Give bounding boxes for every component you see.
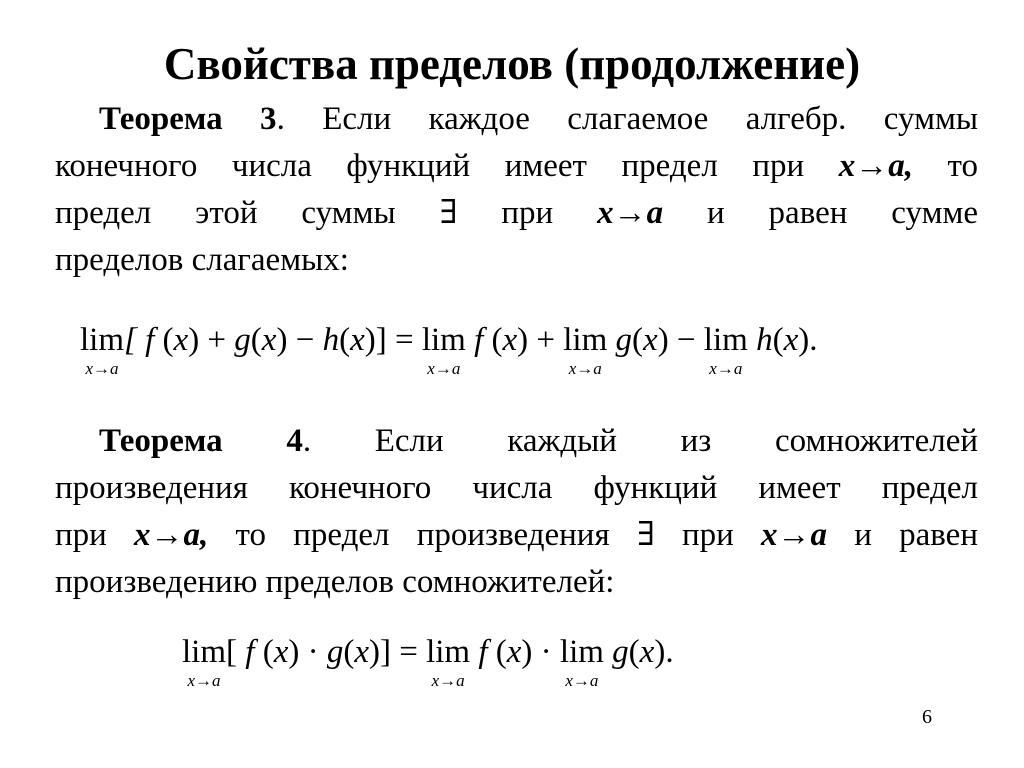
lim-operator: lim x→a xyxy=(559,634,604,690)
theorem-3-line-2: конечного числа функций имеет предел при x→a, то xyxy=(55,148,978,184)
formula-product-limits: lim x→a [ f (x) · g(x)] = lim x→a f (x) · lim x→a g(x). xyxy=(182,634,674,690)
lim-operator: lim x→a xyxy=(182,634,227,690)
theorem-3-line-1: Теорема 3. Если каждое слагаемое алгебр. суммы xyxy=(99,101,979,137)
x-to-a: x→a, xyxy=(838,148,913,184)
lim-operator: lim x→a xyxy=(426,634,471,690)
theorem-3-label: Теорема 3 xyxy=(99,101,277,137)
theorem-4-label: Теорема 4 xyxy=(99,423,303,459)
lim-operator: lim x→a xyxy=(421,322,466,378)
lim-operator: lim x→a xyxy=(80,322,125,378)
theorem-4-line-1: Теорема 4. Если каждый из сомножителей xyxy=(99,423,979,459)
lim-operator: lim x→a xyxy=(703,322,748,378)
theorem-4-line-2: произведения конечного числа функций имеет предел xyxy=(55,470,978,506)
x-to-a: x→a xyxy=(761,517,828,553)
x-to-a: x→a xyxy=(597,195,664,231)
formula-sum-limits: lim x→a [ f (x) + g(x) − h(x)] = lim x→a f (x) + lim x→a g(x) − lim x→a h(x). xyxy=(80,322,818,378)
theorem-4-paragraph xyxy=(55,418,978,606)
theorem-3-paragraph xyxy=(55,96,978,284)
page-number: 6 xyxy=(922,706,932,728)
x-to-a: x→a, xyxy=(134,517,209,553)
theorem-3-line-3: предел этой суммы ∃ при x→a и равен сумме xyxy=(55,195,978,231)
theorem-4-line-4: произведению пределов сомножителей: xyxy=(55,564,615,600)
theorem-4-line-3: при x→a, то предел произведения ∃ при x→a и равен xyxy=(55,517,978,553)
slide-title: Свойства пределов (продолжение) xyxy=(163,39,861,89)
lim-operator: lim x→a xyxy=(563,322,608,378)
theorem-3-line-4: пределов слагаемых: xyxy=(55,242,349,278)
